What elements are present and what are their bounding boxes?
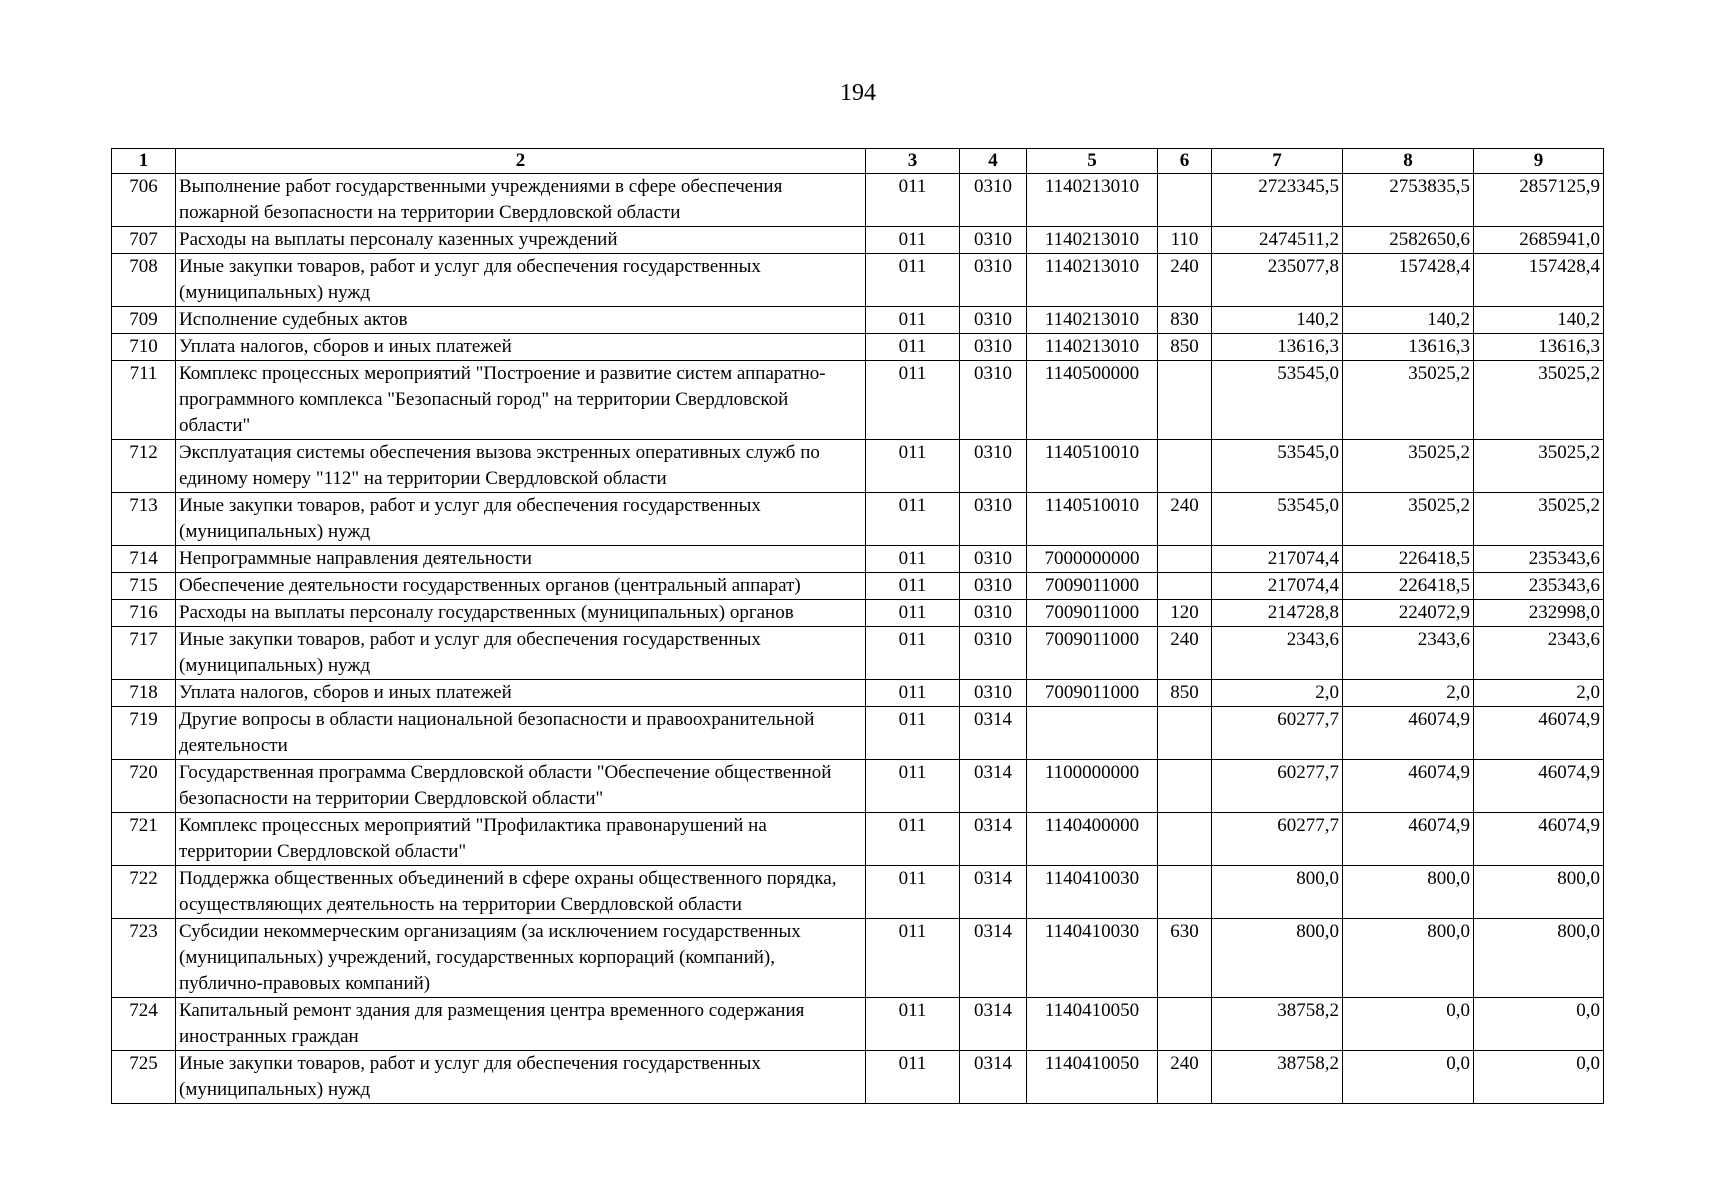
row-amount-9: 35025,2 xyxy=(1474,440,1604,493)
row-amount-9: 2685941,0 xyxy=(1474,227,1604,254)
row-code-4: 0310 xyxy=(960,254,1027,307)
row-code-3: 011 xyxy=(866,760,960,813)
row-number: 713 xyxy=(112,493,176,546)
table-row xyxy=(112,361,1604,440)
row-amount-9: 2343,6 xyxy=(1474,627,1604,680)
row-number: 707 xyxy=(112,227,176,254)
row-number: 717 xyxy=(112,627,176,680)
row-amount-8: 2343,6 xyxy=(1343,627,1474,680)
row-amount-7: 235077,8 xyxy=(1212,254,1343,307)
row-code-5: 1140410030 xyxy=(1027,919,1158,998)
row-code-3: 011 xyxy=(866,627,960,680)
row-code-6: 240 xyxy=(1158,254,1212,307)
row-description: Иные закупки товаров, работ и услуг для обеспечения государственных (муниципальных) нужд xyxy=(176,627,866,680)
row-code-4: 0310 xyxy=(960,627,1027,680)
row-amount-8: 2582650,6 xyxy=(1343,227,1474,254)
row-code-4: 0314 xyxy=(960,813,1027,866)
row-description: Расходы на выплаты персоналу казенных учреждений xyxy=(176,227,866,254)
row-description: Непрограммные направления деятельности xyxy=(176,546,866,573)
table-row xyxy=(112,680,1604,707)
row-number: 708 xyxy=(112,254,176,307)
row-amount-9: 235343,6 xyxy=(1474,546,1604,573)
column-header: 1 xyxy=(112,149,176,174)
row-code-6: 850 xyxy=(1158,334,1212,361)
row-number: 722 xyxy=(112,866,176,919)
row-amount-8: 13616,3 xyxy=(1343,334,1474,361)
row-amount-7: 60277,7 xyxy=(1212,760,1343,813)
row-code-4: 0314 xyxy=(960,919,1027,998)
row-code-3: 011 xyxy=(866,707,960,760)
row-code-5: 1140213010 xyxy=(1027,174,1158,227)
row-amount-8: 226418,5 xyxy=(1343,573,1474,600)
row-number: 720 xyxy=(112,760,176,813)
table-row xyxy=(112,760,1604,813)
row-description: Уплата налогов, сборов и иных платежей xyxy=(176,334,866,361)
row-code-4: 0314 xyxy=(960,707,1027,760)
row-number: 721 xyxy=(112,813,176,866)
row-code-6: 240 xyxy=(1158,627,1212,680)
table-row xyxy=(112,227,1604,254)
row-amount-9: 46074,9 xyxy=(1474,707,1604,760)
row-code-5: 1140213010 xyxy=(1027,307,1158,334)
row-code-6 xyxy=(1158,866,1212,919)
row-number: 715 xyxy=(112,573,176,600)
row-amount-8: 226418,5 xyxy=(1343,546,1474,573)
row-number: 711 xyxy=(112,361,176,440)
row-code-4: 0310 xyxy=(960,307,1027,334)
row-code-3: 011 xyxy=(866,866,960,919)
row-amount-7: 53545,0 xyxy=(1212,493,1343,546)
column-header: 8 xyxy=(1343,149,1474,174)
row-code-3: 011 xyxy=(866,174,960,227)
table-row xyxy=(112,254,1604,307)
row-code-5: 7000000000 xyxy=(1027,546,1158,573)
row-code-4: 0310 xyxy=(960,174,1027,227)
row-code-6: 240 xyxy=(1158,1051,1212,1104)
column-header: 7 xyxy=(1212,149,1343,174)
column-header: 2 xyxy=(176,149,866,174)
row-amount-8: 0,0 xyxy=(1343,1051,1474,1104)
row-amount-7: 60277,7 xyxy=(1212,813,1343,866)
row-code-4: 0310 xyxy=(960,493,1027,546)
row-amount-8: 2,0 xyxy=(1343,680,1474,707)
row-description: Капитальный ремонт здания для размещения центра временного содержания иностранных граждан xyxy=(176,998,866,1051)
row-number: 718 xyxy=(112,680,176,707)
row-amount-9: 46074,9 xyxy=(1474,760,1604,813)
row-code-3: 011 xyxy=(866,546,960,573)
row-amount-9: 157428,4 xyxy=(1474,254,1604,307)
row-code-5: 1140500000 xyxy=(1027,361,1158,440)
row-description: Государственная программа Свердловской области "Обеспечение общественной безопасности на территории Свердловской области" xyxy=(176,760,866,813)
table-row xyxy=(112,307,1604,334)
row-description: Комплекс процессных мероприятий "Построение и развитие систем аппаратно-программного комплекса "Безопасный город" на территории Свердловской области" xyxy=(176,361,866,440)
table-row xyxy=(112,546,1604,573)
row-code-5: 1140400000 xyxy=(1027,813,1158,866)
row-code-4: 0314 xyxy=(960,1051,1027,1104)
row-code-5: 1140213010 xyxy=(1027,227,1158,254)
row-description: Эксплуатация системы обеспечения вызова экстренных оперативных служб по единому номеру "112" на территории Свердловской области xyxy=(176,440,866,493)
row-amount-9: 35025,2 xyxy=(1474,361,1604,440)
row-code-4: 0310 xyxy=(960,227,1027,254)
row-amount-7: 53545,0 xyxy=(1212,440,1343,493)
row-code-3: 011 xyxy=(866,440,960,493)
row-code-6 xyxy=(1158,174,1212,227)
table-row xyxy=(112,600,1604,627)
row-code-4: 0310 xyxy=(960,573,1027,600)
table-row xyxy=(112,707,1604,760)
row-code-3: 011 xyxy=(866,493,960,546)
row-code-3: 011 xyxy=(866,254,960,307)
header-row xyxy=(112,149,1604,174)
row-number: 716 xyxy=(112,600,176,627)
row-description: Иные закупки товаров, работ и услуг для обеспечения государственных (муниципальных) нужд xyxy=(176,493,866,546)
column-header: 9 xyxy=(1474,149,1604,174)
row-code-6 xyxy=(1158,813,1212,866)
row-amount-7: 800,0 xyxy=(1212,866,1343,919)
row-code-5: 1140410030 xyxy=(1027,866,1158,919)
row-amount-7: 214728,8 xyxy=(1212,600,1343,627)
row-description: Иные закупки товаров, работ и услуг для обеспечения государственных (муниципальных) нужд xyxy=(176,254,866,307)
row-amount-8: 46074,9 xyxy=(1343,813,1474,866)
row-code-6: 850 xyxy=(1158,680,1212,707)
row-amount-8: 2753835,5 xyxy=(1343,174,1474,227)
row-code-6: 830 xyxy=(1158,307,1212,334)
row-amount-7: 800,0 xyxy=(1212,919,1343,998)
row-amount-9: 2857125,9 xyxy=(1474,174,1604,227)
row-amount-7: 2723345,5 xyxy=(1212,174,1343,227)
row-code-4: 0310 xyxy=(960,546,1027,573)
row-code-3: 011 xyxy=(866,307,960,334)
row-amount-7: 38758,2 xyxy=(1212,998,1343,1051)
row-number: 724 xyxy=(112,998,176,1051)
row-amount-9: 0,0 xyxy=(1474,1051,1604,1104)
row-code-3: 011 xyxy=(866,227,960,254)
row-number: 719 xyxy=(112,707,176,760)
row-code-4: 0310 xyxy=(960,600,1027,627)
row-number: 710 xyxy=(112,334,176,361)
table-row xyxy=(112,493,1604,546)
row-amount-9: 35025,2 xyxy=(1474,493,1604,546)
row-amount-8: 35025,2 xyxy=(1343,493,1474,546)
column-header: 5 xyxy=(1027,149,1158,174)
row-code-6 xyxy=(1158,707,1212,760)
row-amount-9: 46074,9 xyxy=(1474,813,1604,866)
row-code-4: 0310 xyxy=(960,361,1027,440)
row-code-6: 240 xyxy=(1158,493,1212,546)
row-code-5: 1140213010 xyxy=(1027,334,1158,361)
table-body xyxy=(112,174,1604,1104)
row-code-6 xyxy=(1158,361,1212,440)
row-amount-9: 232998,0 xyxy=(1474,600,1604,627)
row-amount-8: 800,0 xyxy=(1343,866,1474,919)
row-code-5: 1140213010 xyxy=(1027,254,1158,307)
row-code-5: 7009011000 xyxy=(1027,627,1158,680)
row-code-3: 011 xyxy=(866,813,960,866)
row-code-6: 120 xyxy=(1158,600,1212,627)
row-description: Исполнение судебных актов xyxy=(176,307,866,334)
table-row xyxy=(112,174,1604,227)
row-amount-8: 35025,2 xyxy=(1343,361,1474,440)
row-code-5: 1100000000 xyxy=(1027,760,1158,813)
budget-table xyxy=(111,148,1604,1104)
row-amount-7: 2,0 xyxy=(1212,680,1343,707)
row-amount-7: 60277,7 xyxy=(1212,707,1343,760)
column-header: 3 xyxy=(866,149,960,174)
row-code-6 xyxy=(1158,440,1212,493)
row-code-3: 011 xyxy=(866,573,960,600)
row-number: 725 xyxy=(112,1051,176,1104)
row-code-4: 0310 xyxy=(960,680,1027,707)
row-description: Иные закупки товаров, работ и услуг для обеспечения государственных (муниципальных) нужд xyxy=(176,1051,866,1104)
row-amount-7: 13616,3 xyxy=(1212,334,1343,361)
row-amount-8: 35025,2 xyxy=(1343,440,1474,493)
row-code-3: 011 xyxy=(866,361,960,440)
row-code-4: 0314 xyxy=(960,998,1027,1051)
row-amount-8: 46074,9 xyxy=(1343,707,1474,760)
row-amount-7: 2343,6 xyxy=(1212,627,1343,680)
row-code-4: 0314 xyxy=(960,866,1027,919)
row-description: Расходы на выплаты персоналу государственных (муниципальных) органов xyxy=(176,600,866,627)
row-code-5: 7009011000 xyxy=(1027,680,1158,707)
page-number: 194 xyxy=(840,80,876,106)
row-amount-9: 13616,3 xyxy=(1474,334,1604,361)
row-code-6 xyxy=(1158,760,1212,813)
row-amount-7: 53545,0 xyxy=(1212,361,1343,440)
row-code-5: 7009011000 xyxy=(1027,573,1158,600)
row-code-6 xyxy=(1158,546,1212,573)
row-amount-7: 38758,2 xyxy=(1212,1051,1343,1104)
row-code-5: 1140510010 xyxy=(1027,440,1158,493)
table-row xyxy=(112,998,1604,1051)
row-amount-9: 800,0 xyxy=(1474,919,1604,998)
row-description: Обеспечение деятельности государственных органов (центральный аппарат) xyxy=(176,573,866,600)
table-row xyxy=(112,627,1604,680)
row-code-3: 011 xyxy=(866,998,960,1051)
table-row xyxy=(112,334,1604,361)
row-amount-8: 157428,4 xyxy=(1343,254,1474,307)
row-code-3: 011 xyxy=(866,334,960,361)
row-description: Комплекс процессных мероприятий "Профилактика правонарушений на территории Свердловской области" xyxy=(176,813,866,866)
row-number: 712 xyxy=(112,440,176,493)
row-amount-8: 224072,9 xyxy=(1343,600,1474,627)
row-code-4: 0310 xyxy=(960,440,1027,493)
row-amount-7: 217074,4 xyxy=(1212,573,1343,600)
table-row xyxy=(112,919,1604,998)
row-code-5: 1140410050 xyxy=(1027,998,1158,1051)
row-code-5: 7009011000 xyxy=(1027,600,1158,627)
row-amount-9: 140,2 xyxy=(1474,307,1604,334)
row-amount-9: 2,0 xyxy=(1474,680,1604,707)
row-code-5: 1140510010 xyxy=(1027,493,1158,546)
row-amount-8: 0,0 xyxy=(1343,998,1474,1051)
row-number: 709 xyxy=(112,307,176,334)
table-row xyxy=(112,813,1604,866)
row-amount-8: 800,0 xyxy=(1343,919,1474,998)
row-code-6: 110 xyxy=(1158,227,1212,254)
table-row xyxy=(112,866,1604,919)
row-code-3: 011 xyxy=(866,919,960,998)
row-code-3: 011 xyxy=(866,680,960,707)
row-amount-7: 217074,4 xyxy=(1212,546,1343,573)
table-row xyxy=(112,1051,1604,1104)
row-description: Другие вопросы в области национальной безопасности и правоохранительной деятельности xyxy=(176,707,866,760)
row-number: 723 xyxy=(112,919,176,998)
table-row xyxy=(112,440,1604,493)
row-amount-7: 140,2 xyxy=(1212,307,1343,334)
row-code-4: 0314 xyxy=(960,760,1027,813)
row-code-4: 0310 xyxy=(960,334,1027,361)
row-amount-8: 46074,9 xyxy=(1343,760,1474,813)
row-code-5: 1140410050 xyxy=(1027,1051,1158,1104)
row-code-3: 011 xyxy=(866,1051,960,1104)
row-code-6: 630 xyxy=(1158,919,1212,998)
row-description: Поддержка общественных объединений в сфере охраны общественного порядка, осуществляющих деятельность на территории Свердловской области xyxy=(176,866,866,919)
table-row xyxy=(112,573,1604,600)
row-code-6 xyxy=(1158,998,1212,1051)
row-code-3: 011 xyxy=(866,600,960,627)
row-description: Субсидии некоммерческим организациям (за исключением государственных (муниципальных) учреждений, государственных корпораций (компаний), публично-правовых компаний) xyxy=(176,919,866,998)
row-description: Выполнение работ государственными учреждениями в сфере обеспечения пожарной безопасности на территории Свердловской области xyxy=(176,174,866,227)
column-header: 6 xyxy=(1158,149,1212,174)
row-amount-8: 140,2 xyxy=(1343,307,1474,334)
row-amount-9: 235343,6 xyxy=(1474,573,1604,600)
row-amount-7: 2474511,2 xyxy=(1212,227,1343,254)
row-number: 714 xyxy=(112,546,176,573)
row-amount-9: 800,0 xyxy=(1474,866,1604,919)
row-amount-9: 0,0 xyxy=(1474,998,1604,1051)
row-code-5 xyxy=(1027,707,1158,760)
column-header: 4 xyxy=(960,149,1027,174)
row-description: Уплата налогов, сборов и иных платежей xyxy=(176,680,866,707)
row-code-6 xyxy=(1158,573,1212,600)
row-number: 706 xyxy=(112,174,176,227)
